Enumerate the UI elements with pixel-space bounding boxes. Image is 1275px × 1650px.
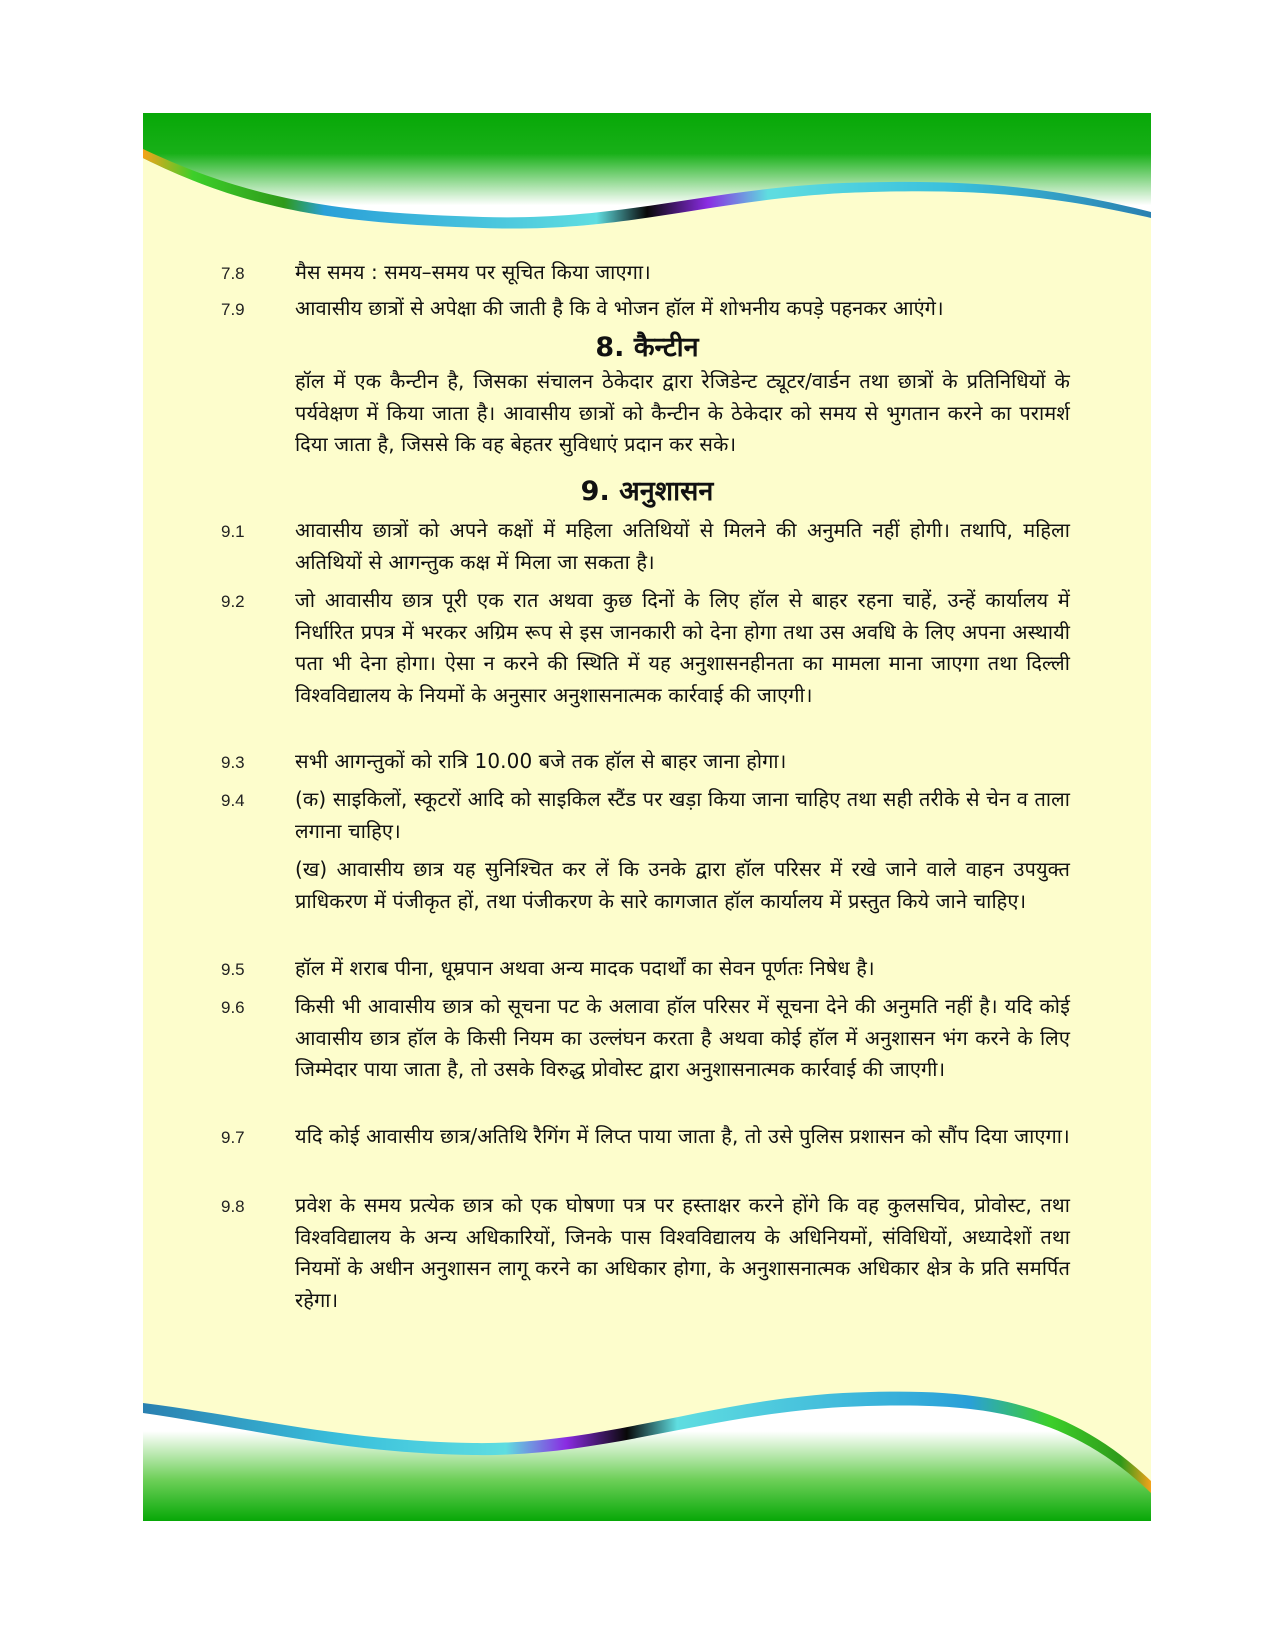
- bottom-wave-banner: [143, 1381, 1151, 1521]
- item-number: 9.2: [221, 592, 245, 611]
- item-number: 7.8: [221, 264, 245, 283]
- item-text: प्रवेश के समय प्रत्येक छात्र को एक घोषणा पत्र पर हस्ताक्षर करने होंगे कि वह कुलसचिव, प्रोवोस्ट, तथा विश्वविद्यालय के अन्य अधिकारियों, जिनके पास विश्वविद्यालय के अधिनियमों, संविधियों, अध्यादेशों तथा नियमों के अधीन अनुशासन लागू करने का अधिकार होगा, के अनुशासनात्मक अधिकार क्षेत्र के प्रति समर्पित रहेगा।: [295, 1193, 1070, 1312]
- document-page: [143, 113, 1151, 1521]
- item-number: 9.6: [221, 998, 245, 1017]
- item-number: 9.5: [221, 960, 245, 979]
- item-text: मैस समय : समय–समय पर सूचित किया जाएगा।: [295, 260, 651, 284]
- canteen-text: हॉल में एक कैन्टीन है, जिसका संचालन ठेकेदार द्वारा रेजिडेन्ट ट्यूटर/वार्डन तथा छात्रों के प्रतिनिधियों के पर्यवेक्षण में किया जाता है। आवासीय छात्रों को कैन्टीन के ठेकेदार को समय से भुगतान करने का परामर्श दिया जाता है, जिससे कि वह बेहतर सुविधाएं प्रदान कर सके।: [295, 369, 1070, 456]
- section-heading-discipline: 9. अनुशासन: [580, 476, 714, 507]
- top-wave-banner: [143, 113, 1151, 233]
- item-number: 9.3: [221, 753, 245, 772]
- item-number: 9.7: [221, 1128, 245, 1147]
- item-text: सभी आगन्तुकों को रात्रि 10.00 बजे तक हॉल से बाहर जाना होगा।: [295, 749, 787, 773]
- item-number: 9.1: [221, 522, 245, 541]
- item-number: 7.9: [221, 300, 245, 319]
- item-text: आवासीय छात्रों से अपेक्षा की जाती है कि वे भोजन हॉल में शोभनीय कपड़े पहनकर आएंगे।: [295, 296, 944, 320]
- item-text: जो आवासीय छात्र पूरी एक रात अथवा कुछ दिनों के लिए हॉल से बाहर रहना चाहें, उन्हें कार्यालय में निर्धारित प्रपत्र में भरकर अग्रिम रूप से इस जानकारी को देना होगा तथा उस अवधि के लिए अपना अस्थायी पता भी देना होगा। ऐसा न करने की स्थिति में यह अनुशासनहीनता का मामला माना जाएगा तथा दिल्ली विश्वविद्यालय के नियमों के अनुसार अनुशासनात्मक कार्रवाई की जाएगी।: [295, 588, 1070, 707]
- item-number: 9.8: [221, 1197, 245, 1216]
- item-text: यदि कोई आवासीय छात्र/अतिथि रैगिंग में लिप्त पाया जाता है, तो उसे पुलिस प्रशासन को सौंप दिया जाएगा।: [295, 1124, 1070, 1148]
- item-text: हॉल में शराब पीना, धूम्रपान अथवा अन्य मादक पदार्थों का सेवन पूर्णतः निषेध है।: [295, 956, 875, 980]
- item-text: आवासीय छात्रों को अपने कक्षों में महिला अतिथियों से मिलने की अनुमति नहीं होगी। तथापि, महिला अतिथियों से आगन्तुक कक्ष में मिला जा सकता है।: [295, 518, 1070, 574]
- item-text: किसी भी आवासीय छात्र को सूचना पट के अलावा हॉल परिसर में सूचना देने की अनुमति नहीं है। यदि कोई आवासीय छात्र हॉल के किसी नियम का उल्लंघन करता है अथवा कोई हॉल में अनुशासन भंग करने के लिए जिम्मेदार पाया जाता है, तो उसके विरुद्ध प्रोवोस्ट द्वारा अनुशासनात्मक कार्रवाई की जाएगी।: [295, 994, 1070, 1081]
- section-heading-canteen: 8. कैन्टीन: [595, 332, 699, 363]
- item-text: (ख) आवासीय छात्र यह सुनिश्चित कर लें कि उनके द्वारा हॉल परिसर में रखे जाने वाले वाहन उपयुक्त प्राधिकरण में पंजीकृत हों, तथा पंजीकरण के सारे कागजात हॉल कार्यालय में प्रस्तुत किये जाने चाहिए।: [295, 857, 1070, 913]
- item-text: (क) साइकिलों, स्कूटरों आदि को साइकिल स्टैंड पर खड़ा किया जाना चाहिए तथा सही तरीके से चेन व ताला लगाना चाहिए।: [295, 787, 1070, 843]
- item-number: 9.4: [221, 791, 245, 810]
